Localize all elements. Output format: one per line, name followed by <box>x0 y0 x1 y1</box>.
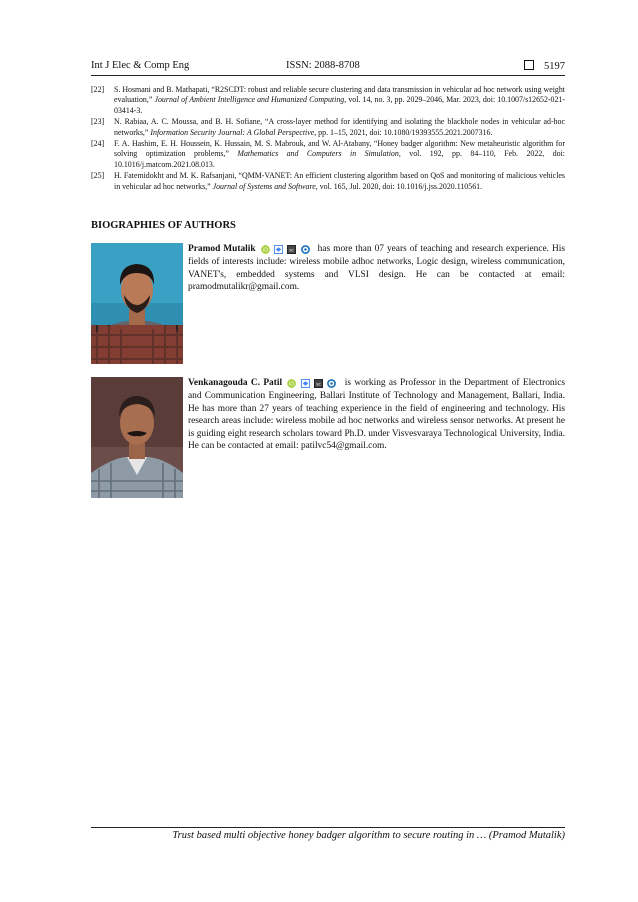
reference-journal: Journal of Ambient Intelligence and Humanized Computing <box>154 95 345 105</box>
scholar-icon[interactable] <box>274 245 283 254</box>
publons-icon[interactable] <box>301 245 310 254</box>
author-profile-icons <box>287 378 338 390</box>
author-bio <box>188 243 565 294</box>
issn: ISSN: 2088-8708 <box>286 60 360 71</box>
scholar-icon[interactable] <box>301 379 310 388</box>
author-name: Venkanagouda C. Patil <box>188 378 283 388</box>
reference-number: [23] <box>91 117 105 127</box>
reference-journal: Journal of Systems and Software <box>212 181 316 191</box>
journal-name: Int J Elec & Comp Eng <box>91 60 190 71</box>
reference-number: [25] <box>91 171 105 181</box>
biographies-heading: BIOGRAPHIES OF AUTHORS <box>91 220 236 231</box>
scopus-icon[interactable] <box>314 379 323 388</box>
reference-item: [23] N. Rabiaa, A. C. Moussa, and B. H. Sofiane, “A cross-layer method for identifying and isolating the blackhole nodes in vehicular ad-hoc networks,” Information Security Journal: A Global Perspective, pp. 1–15, 2021, doi: 10.1080/19393555.2021.2007316. <box>91 117 565 137</box>
page-number-group <box>524 60 565 72</box>
page-number: 5197 <box>544 61 565 72</box>
reference-item: [24] F. A. Hashim, E. H. Houssein, K. Hussain, M. S. Mabrouk, and W. Al-Atabany, “Honey badger algorithm: New metaheuristic algorithm for solving optimization problems,” Mathematics and Computers in Simulation, vol. 192, pp. 84–110, Feb. 2022, doi: 10.1016/j.matcom.2021.08.013. <box>91 139 565 169</box>
running-footer: Trust based multi objective honey badger algorithm to secure routing in … (Pramod Mutalik) <box>172 830 565 841</box>
running-header <box>91 60 565 76</box>
author-photo <box>91 243 183 364</box>
author-name: Pramod Mutalik <box>188 244 256 254</box>
references-list <box>91 85 565 193</box>
author-bio-text: has more than 07 years of teaching and research experience. His fields of interests include: wireless mobile adhoc networks, Logic design, wireless communication, VANET's, embedded systems and VLSI design. He can be contacted at email: pramodmutalikr@gmail.com. <box>188 244 566 293</box>
footer-rule <box>91 827 565 828</box>
svg-text:iD: iD <box>262 247 268 254</box>
svg-text:sc: sc <box>289 248 295 254</box>
square-icon <box>524 60 534 70</box>
reference-item: [22] S. Hosmani and B. Mathapati, “R2SCDT: robust and reliable secure clustering and data transmission in vehicular ad hoc network using weight evaluation,” Journal of Ambient Intelligence and Humanized Computing, vol. 14, no. 3, pp. 2029–2046, Mar. 2023, doi: 10.1007/s12652-021-03414-3. <box>91 85 565 115</box>
author-photo <box>91 377 183 498</box>
reference-item: [25] H. Fatemidokht and M. K. Rafsanjani, “QMM-VANET: An efficient clustering algorithm based on QoS and monitoring of malicious vehicles in vehicular ad hoc networks,” Journal of Systems and Software, vol. 165, Jul. 2020, doi: 10.1016/j.jss.2020.110561. <box>91 171 565 191</box>
author-bio <box>188 377 565 452</box>
author-profile-icons <box>261 244 312 256</box>
header-rule <box>91 75 565 76</box>
publons-icon[interactable] <box>327 379 336 388</box>
svg-text:sc: sc <box>316 382 322 388</box>
author-bio-text: is working as Professor in the Department of Electronics and Communication Engineering, Ballari Institute of Technology and Management, Ballari, India. He has more than 27 years of teaching experience in the field of engineering and technology. His research areas include: wireless mobile ad hoc networks and wireless sensor networks. At present he is guiding eight research scholars toward Ph.D. under Visvesvaraya Technological University, India. He can be contacted at email: patilvc54@gmail.com. <box>188 378 566 452</box>
reference-number: [22] <box>91 85 105 94</box>
scopus-icon[interactable] <box>287 245 296 254</box>
svg-text:iD: iD <box>289 381 295 388</box>
orcid-icon[interactable] <box>287 379 296 388</box>
orcid-icon[interactable] <box>261 245 270 254</box>
reference-journal: Mathematics and Computers in Simulation <box>237 149 399 159</box>
reference-journal: Information Security Journal: A Global Perspective <box>150 127 315 137</box>
reference-number: [24] <box>91 139 105 149</box>
